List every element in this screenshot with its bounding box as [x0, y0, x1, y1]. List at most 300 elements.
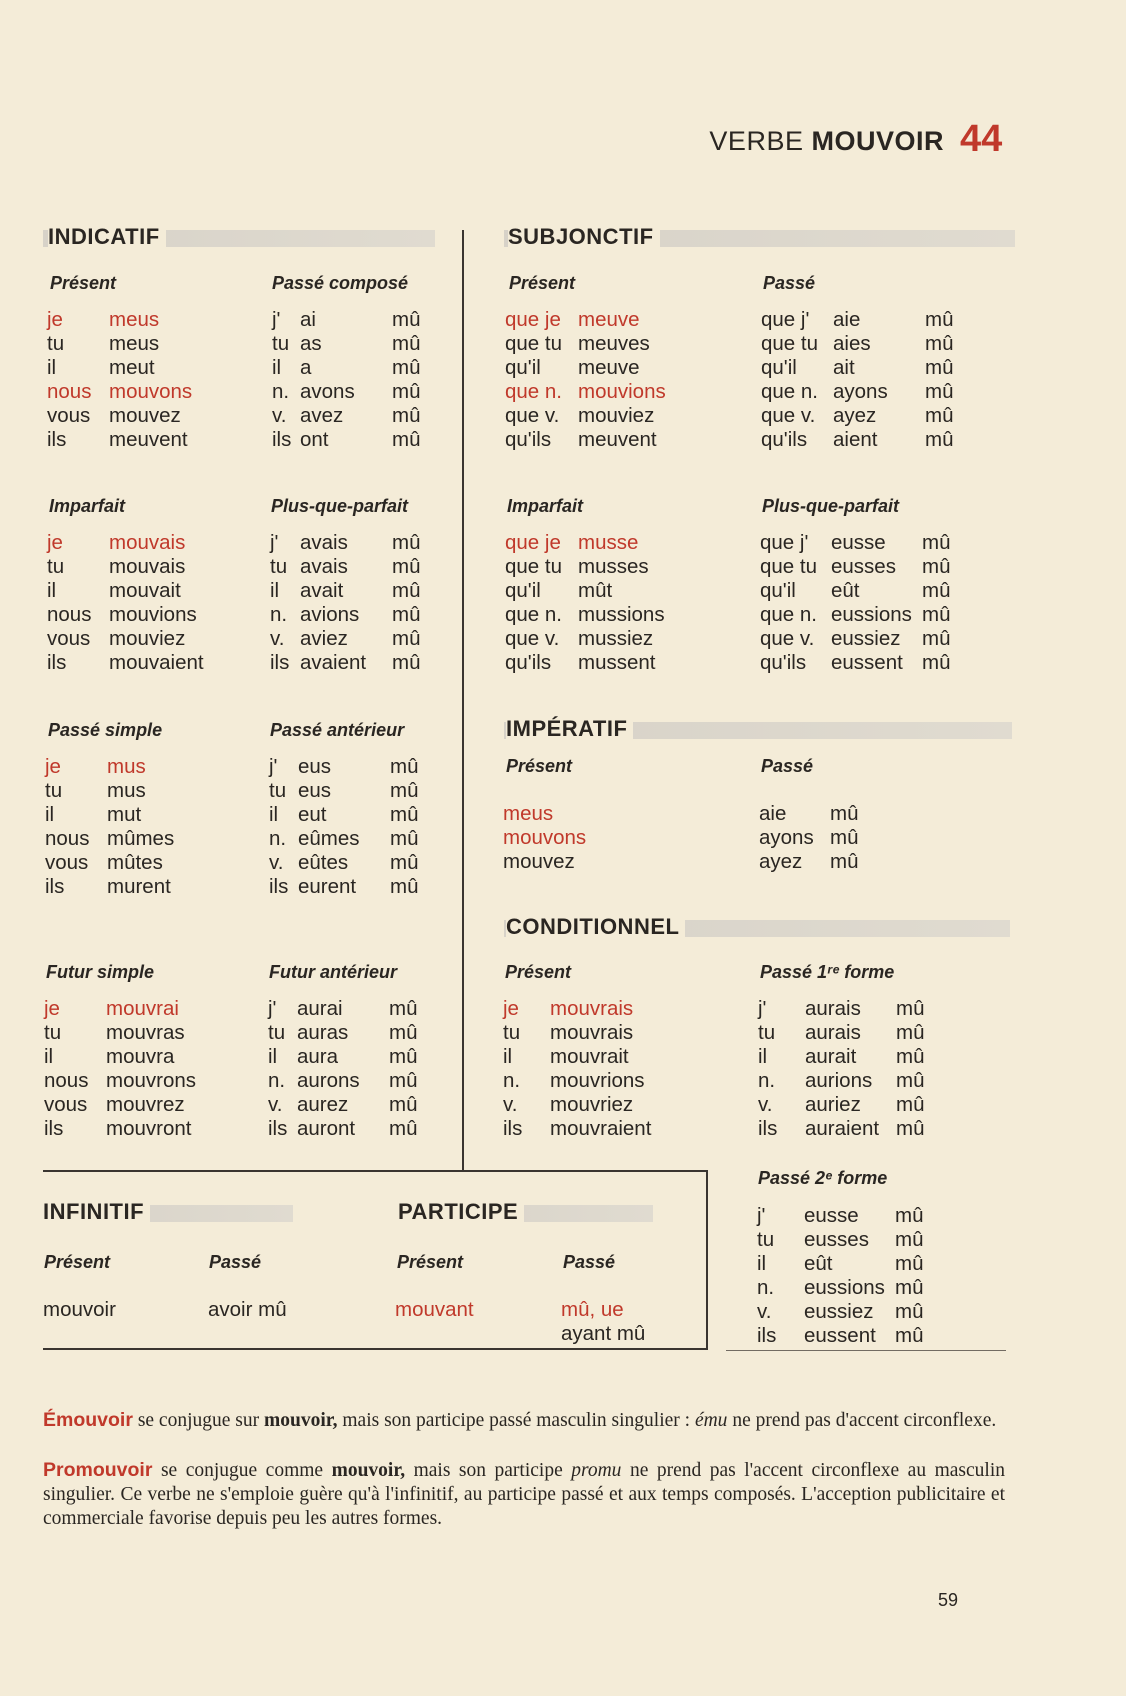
- heading-infinitif: INFINITIF: [43, 1199, 150, 1225]
- note-word: ému: [694, 1410, 728, 1431]
- ind-passe-anterieur-rows: [269, 755, 444, 899]
- verb-form: mouvrions: [550, 1069, 645, 1092]
- conj-row: [270, 579, 445, 603]
- participle: mû: [392, 428, 421, 451]
- note-promouvoir: [43, 1458, 1005, 1531]
- participle: mû: [896, 1093, 925, 1116]
- conj-row: [759, 802, 909, 826]
- pronoun: il: [47, 356, 57, 379]
- conj-row: [208, 1298, 358, 1322]
- auxiliary: aurions: [805, 1069, 873, 1092]
- participle: mû: [390, 851, 419, 874]
- conj-row: [757, 1204, 937, 1228]
- cond-passe2-rows: [757, 1204, 937, 1348]
- verb-form: mût: [578, 579, 613, 602]
- pronoun: qu'ils: [505, 428, 552, 451]
- participle: mû: [925, 356, 954, 379]
- pronoun: ils: [272, 428, 292, 451]
- auxiliary: auriez: [805, 1093, 861, 1116]
- pronoun: il: [757, 1252, 767, 1275]
- ind-plus-que-parfait-rows: [270, 531, 445, 675]
- pronoun: n.: [272, 380, 290, 403]
- title-verb: MOUVOIR: [811, 126, 944, 156]
- pronoun: ils: [268, 1117, 288, 1140]
- participle: mû: [896, 997, 925, 1020]
- conj-row: [761, 308, 961, 332]
- verb-form: meus: [109, 308, 160, 331]
- verb-form: mussent: [578, 651, 656, 674]
- ind-futur-anterieur-rows: [268, 997, 443, 1141]
- conj-row: [47, 579, 257, 603]
- conj-row: [272, 428, 442, 452]
- pronoun: tu: [758, 1021, 776, 1044]
- conj-row: [270, 531, 445, 555]
- pronoun: il: [269, 803, 279, 826]
- pronoun: j': [270, 531, 279, 554]
- conj-row: [757, 1324, 937, 1348]
- pronoun: il: [45, 803, 55, 826]
- label-part-present: Présent: [397, 1252, 464, 1272]
- auxiliary: aies: [833, 332, 871, 355]
- participle: mû: [925, 332, 954, 355]
- participle: mû: [389, 1117, 418, 1140]
- auxiliary: a: [300, 356, 312, 379]
- verb-form: musses: [578, 555, 649, 578]
- pronoun: ils: [47, 428, 67, 451]
- conj-row: [47, 603, 257, 627]
- note-ref: mouvoir,: [331, 1460, 406, 1481]
- conj-row: [268, 1045, 443, 1069]
- conj-row: [561, 1322, 701, 1346]
- conj-row: [505, 380, 735, 404]
- verb-form: mouvaient: [109, 651, 204, 674]
- auxiliary: eut: [298, 803, 327, 826]
- participle: mû: [895, 1204, 924, 1227]
- pronoun: que v.: [505, 404, 560, 427]
- pronoun: n.: [270, 603, 288, 626]
- participle: mû: [925, 380, 954, 403]
- conj-row: [272, 308, 442, 332]
- label-subj-imparfait: Imparfait: [507, 496, 584, 516]
- label-ind-imparfait: Imparfait: [49, 496, 126, 516]
- conj-row: [757, 1252, 937, 1276]
- pronoun: il: [270, 579, 280, 602]
- verb-form: avoir mû: [208, 1298, 287, 1321]
- participle: mû: [895, 1324, 924, 1347]
- lower-divider: [706, 1170, 708, 1350]
- imp-passe-rows: [759, 802, 909, 874]
- note-ref: mouvoir,: [264, 1410, 338, 1431]
- pronoun: je: [44, 997, 60, 1020]
- pronoun: ils: [270, 651, 290, 674]
- participle: mû: [392, 308, 421, 331]
- conj-row: [503, 850, 703, 874]
- subj-imparfait-rows: [505, 531, 735, 675]
- auxiliary: aurez: [297, 1093, 349, 1116]
- pronoun: n.: [503, 1069, 521, 1092]
- auxiliary: avais: [300, 555, 348, 578]
- auxiliary: avait: [300, 579, 344, 602]
- heading-imperatif: IMPÉRATIF: [506, 716, 633, 742]
- auxiliary: eût: [831, 579, 860, 602]
- participle: mû: [389, 1021, 418, 1044]
- conj-row: [505, 404, 735, 428]
- auxiliary: avez: [300, 404, 344, 427]
- conj-row: [758, 1021, 938, 1045]
- participle: mû: [895, 1300, 924, 1323]
- pronoun: que n.: [505, 603, 562, 626]
- subj-plus-que-parfait-rows: [760, 531, 960, 675]
- heading-conditionnel: CONDITIONNEL: [506, 914, 685, 940]
- auxiliary: aient: [833, 428, 878, 451]
- pronoun: n.: [758, 1069, 776, 1092]
- conj-row: [45, 779, 255, 803]
- pronoun: il: [44, 1045, 54, 1068]
- pronoun: j': [758, 997, 767, 1020]
- pronoun: que j': [760, 531, 809, 554]
- auxiliary: aurais: [805, 1021, 861, 1044]
- pronoun: n.: [269, 827, 287, 850]
- pronoun: j': [757, 1204, 766, 1227]
- conj-row: [505, 555, 735, 579]
- conj-row: [45, 755, 255, 779]
- label-inf-present: Présent: [44, 1252, 111, 1272]
- participe-passe: [561, 1298, 701, 1346]
- conj-row: [503, 1069, 733, 1093]
- participle: mû: [895, 1276, 924, 1299]
- conj-row: [503, 1021, 733, 1045]
- conj-row: [503, 826, 703, 850]
- participle: mû: [896, 1045, 925, 1068]
- conj-row: [268, 1117, 443, 1141]
- participle: mû: [390, 755, 419, 778]
- verb-form: mouvrait: [550, 1045, 629, 1068]
- verb-form: mouvront: [106, 1117, 192, 1140]
- pronoun: je: [503, 997, 519, 1020]
- verb-number: 44: [960, 118, 1003, 160]
- verb-form: mûmes: [107, 827, 175, 850]
- auxiliary: eusses: [831, 555, 896, 578]
- auxiliary: eûmes: [298, 827, 360, 850]
- conj-row: [760, 531, 960, 555]
- participle: mû: [830, 850, 859, 873]
- verb-form: meuve: [578, 308, 640, 331]
- note-verb: Émouvoir: [43, 1409, 133, 1431]
- pronoun: que j': [761, 308, 810, 331]
- conj-row: [505, 356, 735, 380]
- label-subj-passe: Passé: [763, 273, 816, 293]
- conj-row: [758, 1069, 938, 1093]
- pronoun: v.: [272, 404, 287, 427]
- conj-row: [44, 1093, 254, 1117]
- pronoun: vous: [44, 1093, 88, 1116]
- label-ind-futur-anterieur: Futur antérieur: [269, 962, 398, 982]
- participle: mû: [925, 404, 954, 427]
- verb-form: mû, ue: [561, 1298, 624, 1321]
- conj-row: [268, 1093, 443, 1117]
- pronoun: que v.: [760, 627, 815, 650]
- conj-row: [505, 627, 735, 651]
- conj-row: [760, 651, 960, 675]
- pronoun: j': [272, 308, 281, 331]
- pronoun: tu: [757, 1228, 775, 1251]
- conj-row: [503, 997, 733, 1021]
- label-cond-passe1: Passé 1ʳᵉ forme: [760, 962, 895, 982]
- conj-row: [43, 1298, 193, 1322]
- conj-row: [45, 851, 255, 875]
- participle: mû: [390, 803, 419, 826]
- imp-present-rows: [503, 802, 703, 874]
- conj-row: [505, 651, 735, 675]
- auxiliary: ayons: [759, 826, 814, 849]
- verb-form: meuvent: [109, 428, 188, 451]
- conj-row: [268, 1069, 443, 1093]
- auxiliary: eus: [298, 755, 332, 778]
- note-emouvoir: [43, 1408, 1005, 1433]
- participle: mû: [392, 380, 421, 403]
- note-text: mais son participe passé masculin singulier :: [337, 1410, 695, 1431]
- auxiliary: ayons: [833, 380, 888, 403]
- ind-imparfait-rows: [47, 531, 257, 675]
- conj-row: [47, 428, 257, 452]
- pronoun: qu'ils: [760, 651, 807, 674]
- participle: mû: [390, 779, 419, 802]
- participle: mû: [389, 1045, 418, 1068]
- conj-row: [270, 603, 445, 627]
- auxiliary: aurais: [805, 997, 861, 1020]
- pronoun: qu'ils: [505, 651, 552, 674]
- conj-row: [503, 1045, 733, 1069]
- participle: mû: [392, 531, 421, 554]
- pronoun: que v.: [505, 627, 560, 650]
- infinitif-passe: [208, 1298, 358, 1322]
- pronoun: ils: [47, 651, 67, 674]
- auxiliary: as: [300, 332, 322, 355]
- participle: mû: [922, 603, 951, 626]
- conj-row: [395, 1298, 545, 1322]
- note-text: ne prend pas l'accent circonflexe au masculin singulier. Ce verbe ne s'emploie guère qu'à l'infinitif, au participe passé et aux temps composés. L'acception publicitaire et commerciale favorise depuis peu les autres formes.: [43, 1460, 1005, 1529]
- verb-form: mouvraient: [550, 1117, 652, 1140]
- auxiliary: auras: [297, 1021, 349, 1044]
- conj-row: [757, 1276, 937, 1300]
- pronoun: ils: [44, 1117, 64, 1140]
- pronoun: il: [47, 579, 57, 602]
- pronoun: qu'ils: [761, 428, 808, 451]
- conj-row: [45, 803, 255, 827]
- pronoun: qu'il: [760, 579, 796, 602]
- label-cond-passe2: Passé 2ᵉ forme: [758, 1168, 888, 1188]
- conj-row: [760, 579, 960, 603]
- pronoun: il: [503, 1045, 513, 1068]
- participle: mû: [925, 308, 954, 331]
- cond-present-rows: [503, 997, 733, 1141]
- auxiliary: aurait: [805, 1045, 857, 1068]
- participle: mû: [922, 651, 951, 674]
- cond-passe1-rows: [758, 997, 938, 1141]
- infinitif-present: [43, 1298, 193, 1322]
- conj-row: [47, 380, 257, 404]
- heading-subjonctif: SUBJONCTIF: [508, 224, 660, 250]
- participle: mû: [390, 875, 419, 898]
- verb-form: mouvoir: [43, 1298, 116, 1321]
- pronoun: n.: [268, 1069, 286, 1092]
- conj-row: [503, 1093, 733, 1117]
- note-verb: Promouvoir: [43, 1459, 153, 1481]
- pronoun: v.: [269, 851, 284, 874]
- verb-form: murent: [107, 875, 171, 898]
- label-ind-passe-anterieur: Passé antérieur: [270, 720, 405, 740]
- conj-row: [758, 997, 938, 1021]
- participle: mû: [830, 802, 859, 825]
- pronoun: nous: [45, 827, 90, 850]
- conj-row: [268, 997, 443, 1021]
- conj-row: [44, 1021, 254, 1045]
- note-text: ne prend pas d'accent circonflexe.: [727, 1410, 997, 1431]
- conj-row: [561, 1298, 701, 1322]
- auxiliary: aie: [833, 308, 861, 331]
- conj-row: [757, 1228, 937, 1252]
- pronoun: tu: [268, 1021, 286, 1044]
- verb-form: mouvons: [109, 380, 193, 403]
- verb-form: mussiez: [578, 627, 654, 650]
- conj-row: [47, 308, 257, 332]
- conj-row: [47, 332, 257, 356]
- participle: mû: [392, 627, 421, 650]
- pronoun: qu'il: [505, 356, 541, 379]
- verb-form: mouvant: [395, 1298, 474, 1321]
- verb-form: mouvais: [109, 531, 186, 554]
- conj-row: [758, 1117, 938, 1141]
- verb-form: meuves: [578, 332, 650, 355]
- conj-row: [505, 332, 735, 356]
- conj-row: [761, 332, 961, 356]
- label-ind-plus-que-parfait: Plus-que-parfait: [271, 496, 409, 516]
- verb-form: mouvrais: [550, 997, 634, 1020]
- conj-row: [505, 603, 735, 627]
- pronoun: que n.: [760, 603, 817, 626]
- participle: mû: [922, 531, 951, 554]
- verb-form: mouvait: [109, 579, 181, 602]
- participle: mû: [922, 579, 951, 602]
- conj-row: [761, 356, 961, 380]
- conj-row: [47, 555, 257, 579]
- participle: mû: [895, 1228, 924, 1251]
- label-part-passe: Passé: [563, 1252, 616, 1272]
- conj-row: [505, 428, 735, 452]
- verb-form: mouvrez: [106, 1093, 185, 1116]
- conj-row: [758, 1045, 938, 1069]
- label-ind-passe-compose: Passé composé: [272, 273, 409, 293]
- pronoun: il: [268, 1045, 278, 1068]
- auxiliary: ayez: [833, 404, 877, 427]
- verb-form: mouvrai: [106, 997, 179, 1020]
- participle: mû: [392, 603, 421, 626]
- label-imp-passe: Passé: [761, 756, 814, 776]
- pronoun: ils: [757, 1324, 777, 1347]
- verb-form: mouvrons: [106, 1069, 197, 1092]
- page-title: [0, 126, 944, 157]
- auxiliary: eussent: [831, 651, 903, 674]
- pronoun: qu'il: [505, 579, 541, 602]
- participle: mû: [922, 555, 951, 578]
- auxiliary: eusse: [831, 531, 886, 554]
- conj-row: [270, 627, 445, 651]
- auxiliary: aviez: [300, 627, 348, 650]
- heading-participe: PARTICIPE: [398, 1199, 524, 1225]
- conj-row: [759, 850, 909, 874]
- verb-form: mouvriez: [550, 1093, 634, 1116]
- note-text: mais son participe: [405, 1460, 572, 1481]
- participle: mû: [392, 651, 421, 674]
- pronoun: je: [47, 308, 63, 331]
- verb-form: mouviez: [578, 404, 655, 427]
- verb-form: meut: [109, 356, 155, 379]
- conj-row: [269, 827, 444, 851]
- center-divider: [462, 230, 464, 1172]
- participle: mû: [390, 827, 419, 850]
- ind-passe-simple-rows: [45, 755, 255, 899]
- verb-form: mussions: [578, 603, 665, 626]
- pronoun: tu: [47, 555, 65, 578]
- label-subj-plus-que-parfait: Plus-que-parfait: [762, 496, 900, 516]
- verb-form: meuve: [578, 356, 640, 379]
- conj-row: [761, 428, 961, 452]
- pronoun: j': [268, 997, 277, 1020]
- auxiliary: ait: [833, 356, 855, 379]
- participle: mû: [392, 356, 421, 379]
- title-prefix: VERBE: [709, 126, 804, 156]
- conj-row: [505, 531, 735, 555]
- conj-row: [761, 404, 961, 428]
- conj-row: [272, 404, 442, 428]
- ind-futur-simple-rows: [44, 997, 254, 1141]
- participle: mû: [392, 555, 421, 578]
- verb-form: mouvra: [106, 1045, 175, 1068]
- pronoun: il: [758, 1045, 768, 1068]
- table-bottom-rule: [43, 1348, 708, 1350]
- verb-form: mus: [107, 755, 146, 778]
- label-ind-present: Présent: [50, 273, 117, 293]
- pronoun: tu: [269, 779, 287, 802]
- auxiliary: eusse: [804, 1204, 859, 1227]
- conj-row: [44, 1045, 254, 1069]
- auxiliary: eût: [804, 1252, 833, 1275]
- auxiliary: avais: [300, 531, 348, 554]
- pronoun: que tu: [760, 555, 817, 578]
- verb-form: mouvez: [503, 850, 575, 873]
- conj-row: [269, 851, 444, 875]
- pronoun: tu: [272, 332, 290, 355]
- participle: mû: [389, 1093, 418, 1116]
- pronoun: je: [47, 531, 63, 554]
- bottom-left-divider: [43, 1170, 708, 1172]
- ind-passe-compose-rows: [272, 308, 442, 452]
- conj-row: [270, 651, 445, 675]
- pronoun: que n.: [505, 380, 562, 403]
- verb-form: mouviez: [109, 627, 186, 650]
- conj-row: [760, 555, 960, 579]
- pronoun: nous: [44, 1069, 89, 1092]
- participe-present: [395, 1298, 545, 1322]
- verb-form: meus: [503, 802, 554, 825]
- conj-row: [47, 404, 257, 428]
- participle: mû: [925, 428, 954, 451]
- conj-row: [272, 380, 442, 404]
- pronoun: il: [272, 356, 282, 379]
- subj-present-rows: [505, 308, 735, 452]
- pronoun: ils: [45, 875, 65, 898]
- pronoun: qu'il: [761, 356, 797, 379]
